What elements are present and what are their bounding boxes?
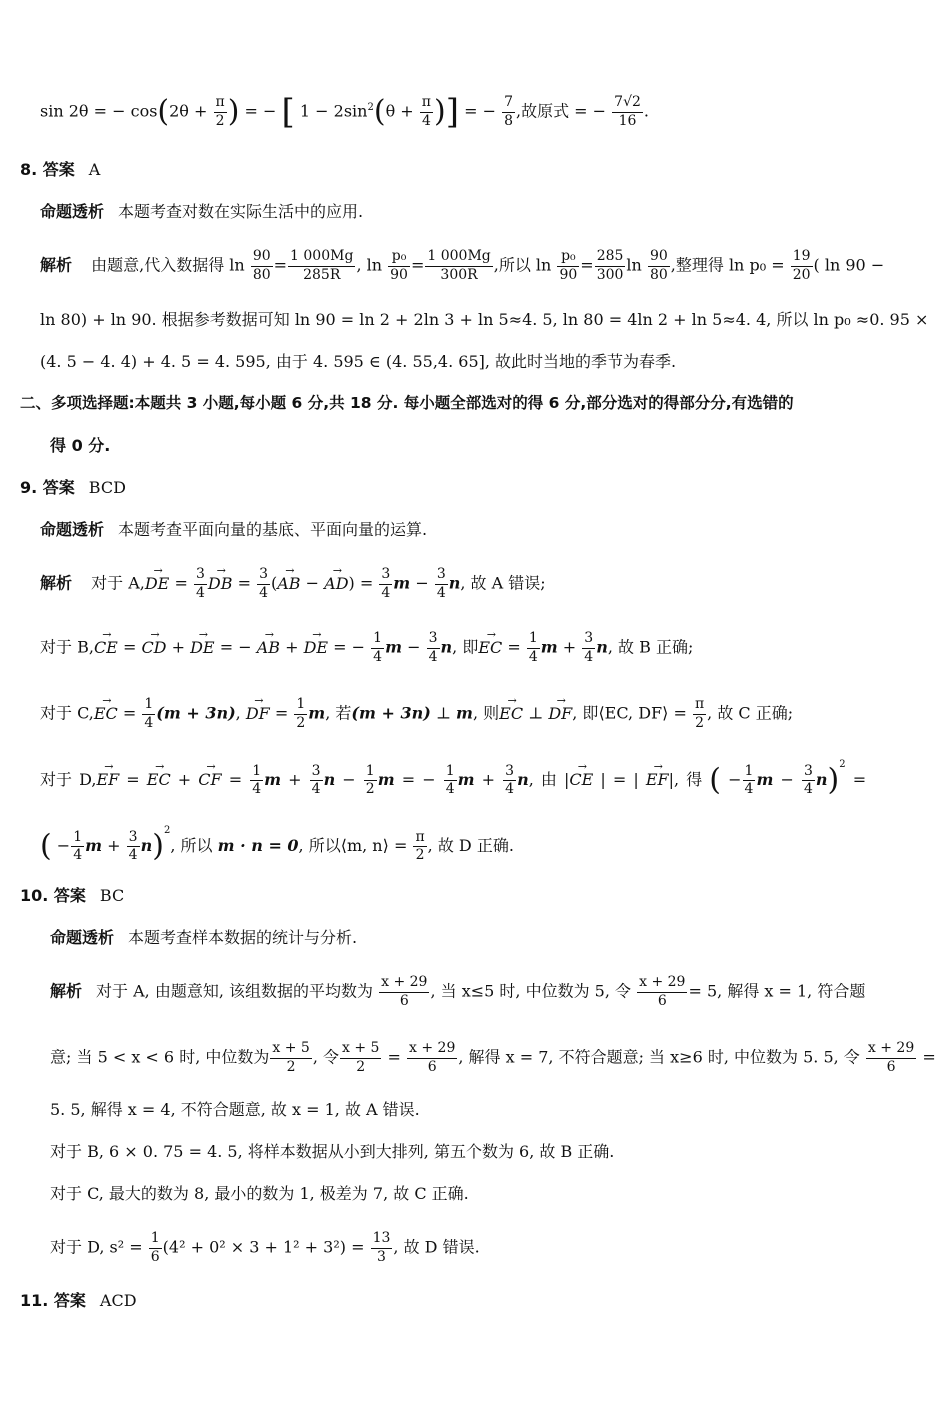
- fraction-7root2-over-16: $\frac{7√2}{16}$: [614, 94, 641, 129]
- fraction-x29-over-6: $\frac{x + 29}{6}$: [381, 974, 428, 1009]
- fraction-x29-over-6-c: $\frac{x + 29}{6}$: [409, 1040, 456, 1075]
- fraction-3-over-4-f: $\frac{3}{4}$: [584, 630, 594, 665]
- q9-intent-line: 命题透析 本题考查平面向量的基底、平面向量的运算.: [40, 520, 428, 539]
- q9-solution-b: 对于 B,→ CE = → CD + → DE = − → AB + → DE = − $\frac{1}{4}$ m − $\frac{3}{4}$ n, 即→ EC = $\frac{1}{4}$ m + $\frac{3}{4}$ n, 故 B 正确;: [40, 630, 693, 666]
- q8-intent-line: 命题透析 本题考查对数在实际生活中的应用.: [40, 202, 364, 221]
- fraction-1-over-4-d: $\frac{1}{4}$: [252, 762, 262, 797]
- fraction-pi-over-2: $\frac{\pi}{2}$: [215, 94, 225, 129]
- fraction-1-over-2-b: $\frac{1}{2}$: [365, 762, 375, 797]
- fraction-1-over-4-e: $\frac{1}{4}$: [445, 762, 455, 797]
- fraction-1-over-2: $\frac{1}{2}$: [296, 696, 306, 731]
- fraction-pi-over-4: $\frac{\pi}{4}$: [421, 94, 431, 129]
- q10-solution-a-2: 意; 当 5 < x < 6 时, 中位数为 $\frac{x + 5}{2}$ , 令 $\frac{x + 5}{2}$ = $\frac{x + 29}{6}$ , 解得 x = 7, 不符合题意; 当 x≥6 时, 中位数为 5. 5, 令 $\frac{x + 29}{6}$ =: [50, 1040, 936, 1075]
- fraction-1000mg-over-285r: $\frac{1 000Mg}{285R}$: [290, 248, 354, 283]
- fraction-p0-over-90-b: $\frac{\text{p₀}}{90}$: [559, 248, 578, 283]
- q8-solution-line-2: ln 80) + ln 90. 根据参考数据可知 ln 90 = ln 2 + 2ln 3 + ln 5≈4. 5, ln 80 = 4ln 2 + ln 5≈4. 4, 所以 ln p₀ ≈0. 95 ×: [40, 310, 929, 329]
- fraction-3-over-4-g: $\frac{3}{4}$: [311, 762, 321, 797]
- fraction-90-over-80: $\frac{90}{80}$: [252, 248, 271, 283]
- q8-solution-line-3: (4. 5 − 4. 4) + 4. 5 = 4. 595, 由于 4. 595 ∈ (4. 55,4. 65], 故此时当地的季节为春季.: [40, 352, 677, 371]
- fraction-3-over-4-c: $\frac{3}{4}$: [381, 566, 391, 601]
- fraction-1000mg-over-300r: $\frac{1 000Mg}{300R}$: [427, 248, 491, 283]
- fraction-1-over-4-c: $\frac{1}{4}$: [144, 696, 154, 731]
- formula-line-sin2theta: sin 2θ = − cos(2θ + $\frac{\pi}{2}$ ) = − [ $1 - 2\sin^2(\theta$ + $\frac{\pi}{4}$ )] = − $\frac{7}{8}$ ,故原式 = − $\frac{7√2}{16}$ .: [40, 92, 650, 132]
- fraction-3-over-4-d: $\frac{3}{4}$: [436, 566, 446, 601]
- q10-solution-a-1: 解析 对于 A, 由题意知, 该组数据的平均数为 $\frac{x + 29}{6}$ , 当 x≤5 时, 中位数为 5, 令 $\frac{x + 29}{6}$ = 5, 解得 x = 1, 符合题: [50, 974, 866, 1009]
- fraction-90-over-80-b: $\frac{90}{80}$: [649, 248, 668, 283]
- fraction-p0-over-90: $\frac{\text{p₀}}{90}$: [390, 248, 408, 283]
- fraction-19-over-20: $\frac{19}{20}$: [792, 248, 811, 283]
- q8-answer-line: 8. 答案 A: [20, 160, 101, 179]
- fraction-1-over-4-f: $\frac{1}{4}$: [744, 762, 754, 797]
- q10-answer-line: 10. 答案 BC: [20, 886, 125, 905]
- fraction-x5-over-2-b: $\frac{x + 5}{2}$: [342, 1040, 380, 1075]
- q9-solution-d-2: ( − $\frac{1}{4}$ m + $\frac{3}{4}$ n)$^2$, 所以 m · n = 0, 所以⟨m, n⟩ = $\frac{\pi}{2}$ , 故 D 正确.: [40, 825, 514, 864]
- q10-solution-a-3: 5. 5, 解得 x = 4, 不符合题意, 故 x = 1, 故 A 错误.: [50, 1100, 420, 1119]
- fraction-3-over-4-b: $\frac{3}{4}$: [259, 566, 268, 601]
- fraction-x29-over-6-b: $\frac{x + 29}{6}$: [639, 974, 686, 1009]
- q10-solution-c: 对于 C, 最大的数为 8, 最小的数为 1, 极差为 7, 故 C 正确.: [50, 1184, 469, 1203]
- fraction-7-over-8: $\frac{7}{8}$: [504, 94, 513, 129]
- fraction-285-over-300: $\frac{285}{300}$: [596, 248, 624, 283]
- fraction-13-over-3: $\frac{13}{3}$: [372, 1230, 391, 1265]
- q9-solution-a: 解析 对于 A,→ DE = $\frac{3}{4}$ → DB = $\frac{3}{4}$ (→ AB − → AD) = $\frac{3}{4}$ m − $\frac{3}{4}$ n, 故 A 错误;: [40, 566, 546, 602]
- section-2-heading-cont: 得 0 分.: [50, 436, 111, 455]
- q11-answer-line: 11. 答案 ACD: [20, 1291, 137, 1310]
- q10-solution-b: 对于 B, 6 × 0. 75 = 4. 5, 将样本数据从小到大排列, 第五个数为 6, 故 B 正确.: [50, 1142, 615, 1161]
- q9-solution-c: 对于 C,→ EC = $\frac{1}{4}$ (m + 3n), → DF = $\frac{1}{2}$ m, 若(m + 3n) ⊥ m, 则→ EC ⊥ → DF, 即⟨EC, DF⟩ = $\frac{\pi}{2}$ , 故 C 正确;: [40, 696, 793, 732]
- q10-intent-line: 命题透析 本题考查样本数据的统计与分析.: [50, 928, 358, 947]
- fraction-pi-over-2-c: $\frac{\pi}{2}$: [415, 828, 425, 863]
- q9-answer-line: 9. 答案 BCD: [20, 478, 126, 497]
- fraction-3-over-4-j: $\frac{3}{4}$: [128, 828, 138, 863]
- fraction-x29-over-6-d: $\frac{x + 29}{6}$: [867, 1040, 915, 1075]
- fraction-3-over-4-e: $\frac{3}{4}$: [428, 630, 438, 665]
- q10-solution-d: 对于 D, s² = $\frac{1}{6}$ (4² + 0² × 3 + 1² + 3²) = $\frac{13}{3}$ , 故 D 错误.: [50, 1230, 480, 1265]
- fraction-3-over-4-h: $\frac{3}{4}$: [505, 762, 515, 797]
- fraction-1-over-6: $\frac{1}{6}$: [150, 1230, 160, 1265]
- fraction-pi-over-2-b: $\frac{\pi}{2}$: [694, 696, 705, 731]
- fraction-x5-over-2: $\frac{x + 5}{2}$: [272, 1040, 310, 1075]
- fraction-3-over-4: $\frac{3}{4}$: [195, 566, 205, 601]
- q9-solution-d-1: 对于 D,→ EF = → EC + → CF = $\frac{1}{4}$ m + $\frac{3}{4}$ n − $\frac{1}{2}$ m = − $\frac{1}{4}$ m + $\frac{3}{4}$ n, 由 |→ CE | = | → EF|, 得 ( − $\frac{1}{4}$ m − $\frac{3}{4}$ n)$^2$ =: [40, 760, 866, 799]
- fraction-1-over-4: $\frac{1}{4}$: [373, 630, 383, 665]
- section-2-heading: 二、多项选择题:本题共 3 小题,每小题 6 分,共 18 分. 每小题全部选对的得 6 分,部分选对的得部分分,有选错的: [20, 394, 794, 412]
- q8-solution-line-1: 解析 由题意,代入数据得 ln $\frac{90}{80}$ = $\frac{1 000Mg}{285R}$ , ln $\frac{\text{p₀}}{90}$ = $\frac{1 000Mg}{300R}$ ,所以 ln $\frac{\text{p₀}}{90}$ = $\frac{285}{300}$ ln $\frac{90}{80}$ ,整理得 ln p₀ = $\frac{19}{20}$ ( ln 90 −: [40, 248, 885, 283]
- fraction-1-over-4-b: $\frac{1}{4}$: [528, 630, 538, 665]
- fraction-1-over-4-g: $\frac{1}{4}$: [73, 828, 83, 863]
- fraction-3-over-4-i: $\frac{3}{4}$: [803, 762, 813, 797]
